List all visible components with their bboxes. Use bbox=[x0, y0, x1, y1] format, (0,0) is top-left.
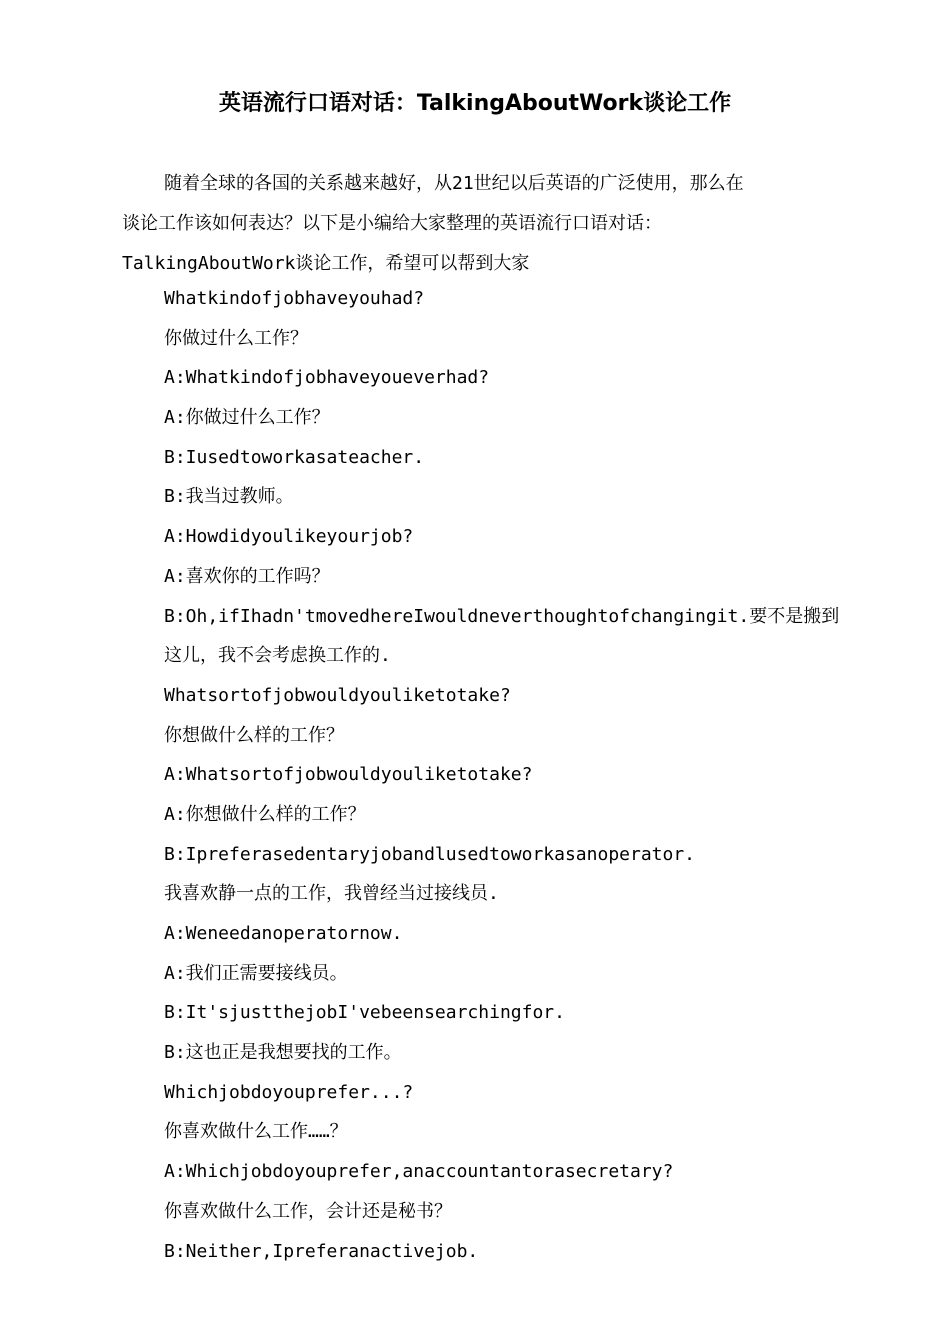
dialogue-line: A:你做过什么工作？ bbox=[164, 407, 330, 429]
dialogue-line: A:Weneedanoperatornow. bbox=[164, 923, 403, 944]
document-title: 英语流行口语对话：TalkingAboutWork谈论工作 bbox=[218, 91, 732, 116]
dialogue-line: A:你想做什么样的工作？ bbox=[164, 803, 366, 825]
dialogue-line: B:Neither,Ipreferanactivejob. bbox=[164, 1240, 479, 1262]
dialogue-line: A:喜欢你的工作吗？ bbox=[164, 565, 330, 587]
dialogue-line: A:Whichjobdoyouprefer,anaccountantorasecretary? bbox=[164, 1161, 674, 1183]
dialogue-line: A:Whatsortofjobwouldyouliketotake? bbox=[164, 764, 533, 786]
dialogue-list bbox=[164, 283, 864, 1275]
dialogue-line: Whatsortofjobwouldyouliketotake? bbox=[164, 684, 511, 706]
dialogue-line: 你想做什么样的工作？ bbox=[164, 724, 344, 746]
dialogue-line: 你喜欢做什么工作……？ bbox=[164, 1121, 348, 1143]
intro-line-2: 谈论工作该如何表达？以下是小编给大家整理的英语流行口语对话： bbox=[122, 213, 662, 234]
dialogue-line: 你喜欢做什么工作，会计还是秘书？ bbox=[164, 1200, 452, 1222]
dialogue-line: 我喜欢静一点的工作，我曾经当过接线员. bbox=[164, 883, 499, 905]
intro-line-1: 随着全球的各国的关系越来越好，从21世纪以后英语的广泛使用，那么在 bbox=[164, 173, 744, 194]
intro-paragraph bbox=[122, 164, 832, 284]
dialogue-line: B:Iusedtoworkasateacher. bbox=[164, 446, 425, 468]
dialogue-line: B:我当过教师。 bbox=[164, 486, 294, 508]
dialogue-line: Whatkindofjobhaveyouhad? bbox=[164, 288, 425, 309]
dialogue-line: B:Ipreferasedentaryjobandlusedtoworkasanoperator. bbox=[164, 843, 696, 865]
intro-line-3: TalkingAboutWork谈论工作，希望可以帮到大家 bbox=[122, 253, 530, 274]
dialogue-line: Whichjobdoyouprefer...? bbox=[164, 1081, 414, 1103]
dialogue-line: A:Howdidyoulikeyourjob? bbox=[164, 526, 414, 548]
dialogue-line: A:我们正需要接线员。 bbox=[164, 962, 348, 984]
dialogue-line: 这儿，我不会考虑换工作的. bbox=[164, 645, 391, 667]
dialogue-line: B:这也正是我想要找的工作。 bbox=[164, 1042, 402, 1064]
dialogue-line: B:It'sjustthejobI'vebeensearchingfor. bbox=[164, 1002, 565, 1024]
dialogue-line: B:Oh,ifIhadn'tmovedhereIwouldneverthoughtofchangingit.要不是搬到 bbox=[164, 605, 840, 627]
dialogue-line: 你做过什么工作？ bbox=[164, 327, 308, 349]
dialogue-line: A:Whatkindofjobhaveyoueverhad? bbox=[164, 367, 490, 389]
